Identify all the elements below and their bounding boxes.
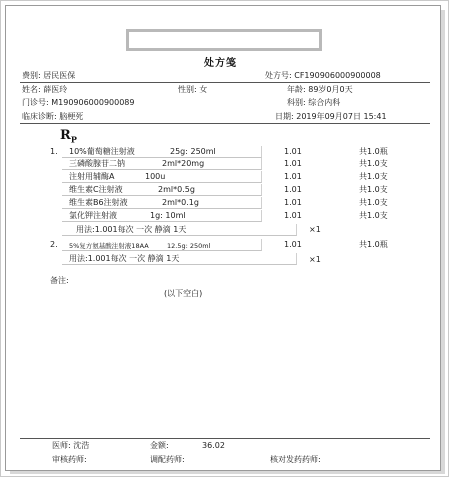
- drug-spec: 2ml*20mg: [162, 159, 205, 168]
- page-shadow: [441, 10, 445, 473]
- usage-times: ×1: [309, 255, 321, 264]
- prescription-date: 日期: 2019年09月07日 15:41: [275, 112, 387, 121]
- drug-spec: 25g: 250ml: [170, 147, 216, 156]
- rp-symbol: $R_P$: [60, 128, 77, 145]
- prescription-number: 处方号: CF190906000900008: [265, 71, 381, 80]
- clinic-number: 门诊号: M190906000900089: [22, 98, 135, 107]
- group-index: 1.: [50, 147, 58, 156]
- drug-name: 氯化钾注射液: [69, 211, 117, 220]
- drug-spec: 2ml*0.5g: [158, 185, 195, 194]
- drug-qty: 1.01: [284, 240, 302, 249]
- amount: 36.02: [202, 441, 225, 450]
- drug-name: 维生素C注射液: [69, 185, 123, 194]
- group-index: 2.: [50, 240, 58, 249]
- drug-qty: 1.01: [284, 172, 302, 181]
- drug-total: 共1.0支: [359, 211, 388, 220]
- amount-label: 金额:: [150, 441, 169, 450]
- drug-qty: 1.01: [284, 147, 302, 156]
- drug-name: 10%葡萄糖注射液: [69, 147, 135, 156]
- drug-qty: 1.01: [284, 211, 302, 220]
- print-header-box: [126, 29, 322, 51]
- department: 科别: 综合内科: [287, 98, 341, 107]
- drug-qty: 1.01: [284, 198, 302, 207]
- patient-sex: 性别: 女: [178, 85, 208, 94]
- drug-total: 共1.0支: [359, 172, 388, 181]
- drug-total: 共1.0瓶: [359, 240, 388, 249]
- usage-instruction: 用法:1.001每次 一次 静滴 1天: [69, 254, 180, 263]
- header-divider: [20, 82, 430, 83]
- drug-name: 维生素B6注射液: [69, 198, 128, 207]
- checker-pharmacist: 核对发药药师:: [270, 455, 321, 464]
- header-divider: [20, 123, 430, 124]
- usage-instruction: 用法:1.001每次 一次 静滴 1天: [76, 225, 187, 234]
- blank-note: (以下空白): [164, 289, 203, 298]
- drug-total: 共1.0支: [359, 185, 388, 194]
- page-title: 处方笺: [204, 58, 237, 69]
- drug-total: 共1.0支: [359, 159, 388, 168]
- drug-total: 共1.0支: [359, 198, 388, 207]
- drug-name: 5%复方氨基酸注射液18AA: [69, 242, 149, 250]
- remark-label: 备注:: [50, 276, 69, 285]
- dispenser-pharmacist: 调配药师:: [150, 455, 185, 464]
- patient-age: 年龄: 89岁0月0天: [287, 85, 353, 94]
- doctor: 医师: 沈浩: [52, 441, 90, 450]
- drug-name: 注射用辅酶A: [69, 172, 115, 181]
- footer-divider: [20, 438, 430, 439]
- page-shadow: [10, 471, 445, 474]
- drug-spec: 1g: 10ml: [150, 211, 186, 220]
- diagnosis: 临床诊断: 脑梗死: [22, 112, 84, 121]
- drug-spec: 100u: [145, 172, 166, 181]
- reviewer-pharmacist: 审核药师:: [52, 455, 87, 464]
- fee-type: 费别: 居民医保: [22, 71, 76, 80]
- drug-qty: 1.01: [284, 185, 302, 194]
- drug-name: 三磷酸腺苷二钠: [69, 159, 125, 168]
- patient-name: 姓名: 薛医玲: [22, 85, 68, 94]
- drug-spec: 2ml*0.1g: [162, 198, 199, 207]
- drug-total: 共1.0瓶: [359, 147, 388, 156]
- usage-times: ×1: [309, 225, 321, 234]
- drug-spec: 12.5g: 250ml: [167, 242, 211, 250]
- drug-qty: 1.01: [284, 159, 302, 168]
